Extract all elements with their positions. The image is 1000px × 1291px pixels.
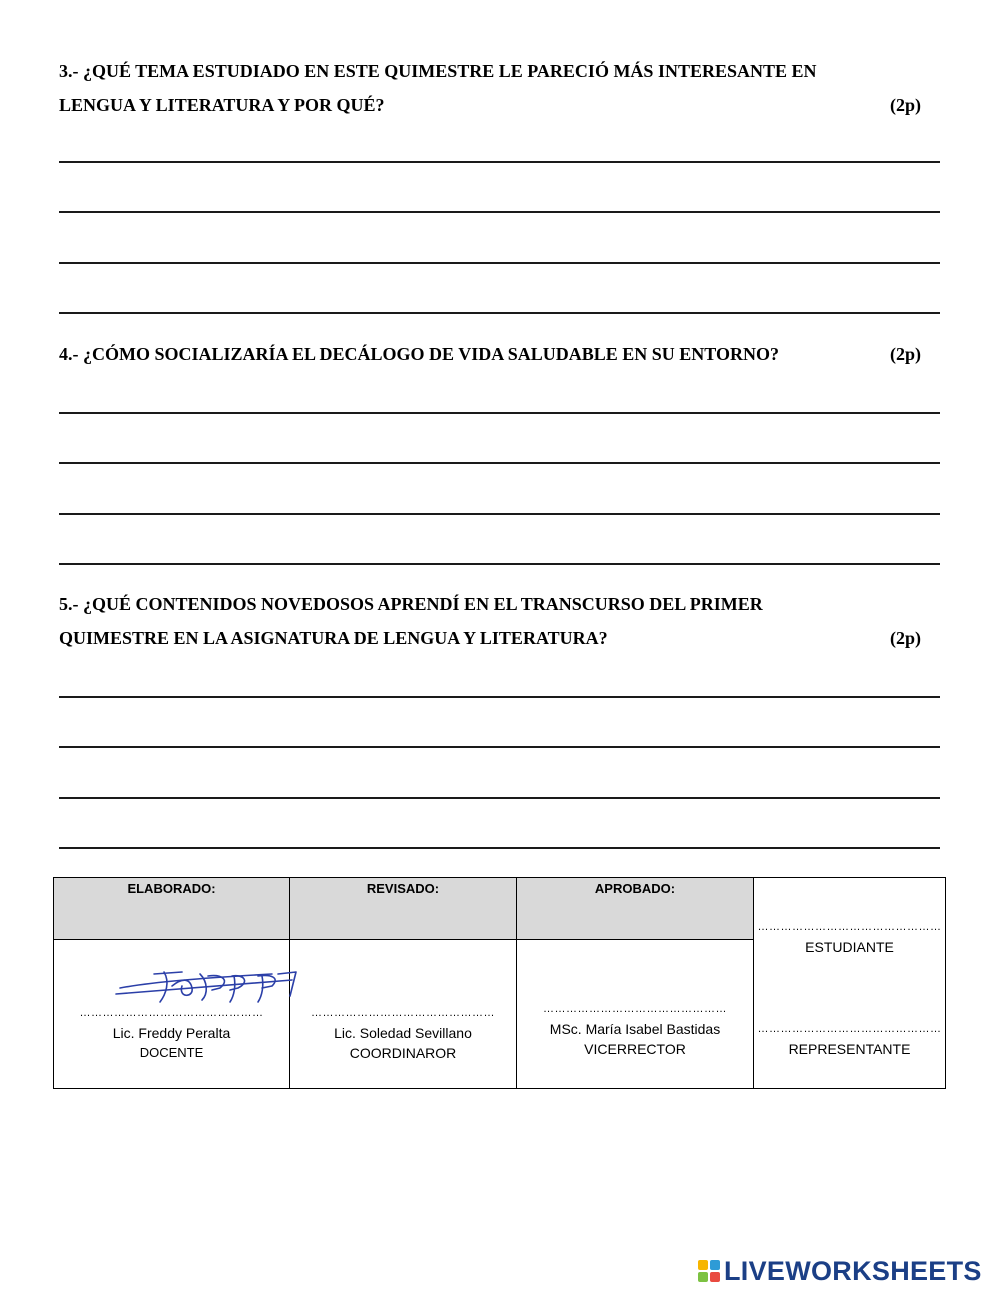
elaborado-name: Lic. Freddy Peralta [112, 1025, 231, 1041]
signature-dots: ………………………………………… [79, 1007, 264, 1019]
aprobado-cell [517, 940, 754, 1089]
answer-line[interactable] [59, 262, 940, 264]
signature-dots: ………………………………………… [757, 1023, 942, 1035]
question-3 [59, 54, 921, 122]
revisado-name: Lic. Soledad Sevillano [334, 1025, 472, 1041]
question-4 [59, 337, 921, 371]
answer-line[interactable] [59, 746, 940, 748]
logo-blocks-icon [698, 1260, 720, 1282]
student-representative-cell [754, 878, 946, 1089]
revisado-cell [290, 940, 517, 1089]
signature-dots: ………………………………………… [543, 1003, 727, 1015]
elaborado-cell [54, 940, 290, 1089]
header-revisado: REVISADO: [290, 878, 517, 940]
question-3-text: LENGUA Y LITERATURA Y POR QUÉ? [59, 95, 385, 115]
signature-dots: ………………………………………… [311, 1007, 495, 1019]
question-3-points: (2p) [890, 95, 921, 115]
aprobado-role: VICERRECTOR [584, 1041, 686, 1057]
revisado-role: COORDINAROR [349, 1045, 457, 1061]
answer-line[interactable] [59, 696, 940, 698]
header-elaborado: ELABORADO: [54, 878, 290, 940]
signature-dots: ………………………………………… [757, 921, 942, 933]
logo-wordmark: LIVEWORKSHEETS [724, 1255, 982, 1286]
question-5-text: QUIMESTRE EN LA ASIGNATURA DE LENGUA Y LITERATURA? [59, 628, 608, 648]
question-4-line-1 [59, 337, 921, 371]
question-5-line-2 [59, 621, 921, 655]
question-5 [59, 587, 921, 655]
question-5-points: (2p) [890, 628, 921, 648]
answer-line[interactable] [59, 563, 940, 565]
question-4-text: 4.- ¿CÓMO SOCIALIZARÍA EL DECÁLOGO DE VIDA SALUDABLE EN SU ENTORNO? [59, 344, 779, 364]
answer-line[interactable] [59, 847, 940, 849]
elaborado-role: DOCENTE [139, 1045, 204, 1060]
handwritten-signature [112, 968, 302, 1008]
answer-line[interactable] [59, 161, 940, 163]
header-aprobado: APROBADO: [517, 878, 754, 940]
question-3-line-1: 3.- ¿QUÉ TEMA ESTUDIADO EN ESTE QUIMESTRE LE PARECIÓ MÁS INTERESANTE EN [59, 61, 817, 81]
aprobado-name: MSc. María Isabel Bastidas [549, 1021, 721, 1037]
representative-label: REPRESENTANTE [788, 1041, 911, 1057]
student-label: ESTUDIANTE [805, 939, 894, 955]
answer-line[interactable] [59, 211, 940, 213]
answer-line[interactable] [59, 513, 940, 515]
question-5-line-1: 5.- ¿QUÉ CONTENIDOS NOVEDOSOS APRENDÍ EN EL TRANSCURSO DEL PRIMER [59, 594, 763, 614]
answer-line[interactable] [59, 462, 940, 464]
question-3-line-2 [59, 88, 921, 122]
answer-line[interactable] [59, 312, 940, 314]
liveworksheets-logo[interactable] [698, 1256, 982, 1286]
question-4-points: (2p) [890, 344, 921, 364]
signature-table [53, 877, 946, 1089]
answer-line[interactable] [59, 797, 940, 799]
answer-line[interactable] [59, 412, 940, 414]
